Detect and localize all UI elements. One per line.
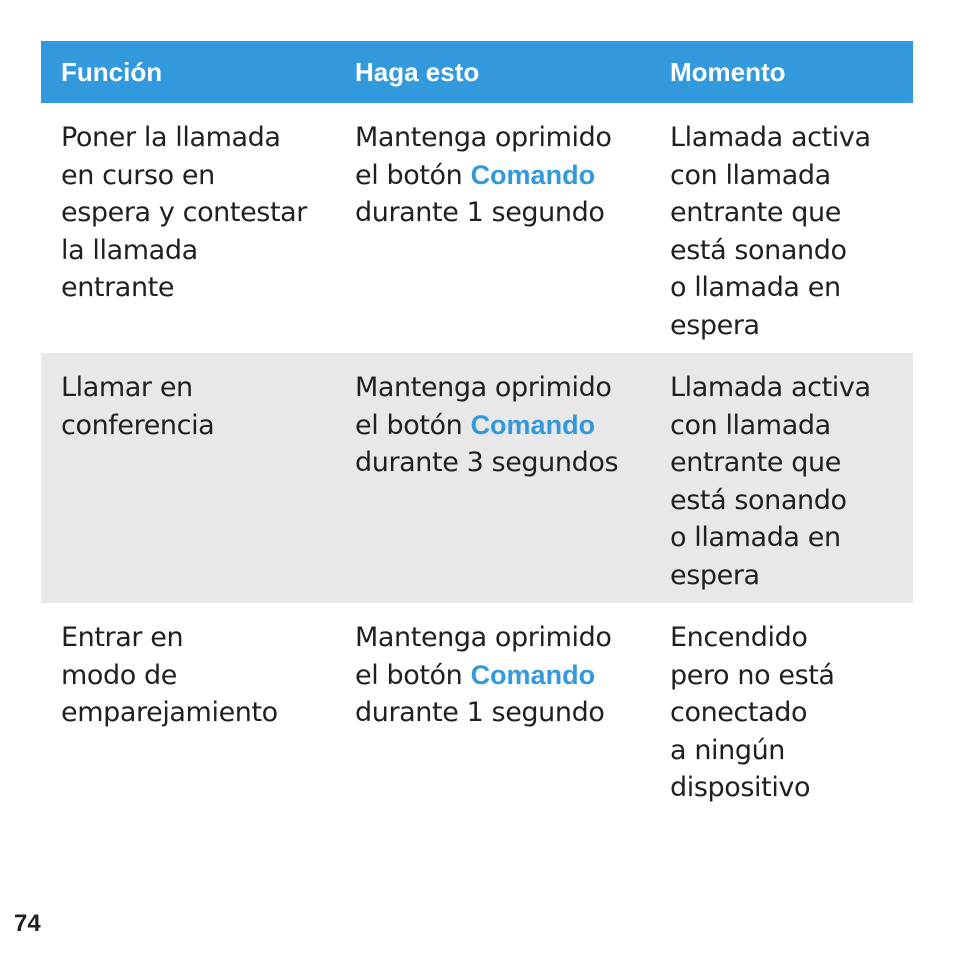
cell-text: Mantenga oprimido	[355, 122, 612, 153]
button-prefix: el botón	[355, 159, 471, 191]
function-table	[41, 41, 913, 823]
cell-text: conferencia	[61, 409, 215, 441]
cell-text: pero no está	[670, 659, 835, 691]
cell-text: durante 1 segundo	[355, 697, 605, 728]
cell-text: Encendido	[670, 622, 808, 653]
cell-text: conectado	[670, 697, 808, 728]
cell-text: con llamada	[670, 409, 831, 441]
page-number: 74	[14, 910, 41, 937]
comando-button-name: Comando	[470, 159, 596, 190]
header-funcion: Función	[61, 57, 163, 87]
cell-momento	[670, 369, 871, 594]
cell-text: espera	[670, 559, 760, 591]
table-row	[41, 603, 913, 823]
cell-text	[355, 657, 611, 695]
cell-text: entrante que	[670, 447, 841, 478]
cell-text: espera	[670, 309, 760, 341]
cell-text: la llamada	[61, 234, 198, 266]
cell-text	[355, 407, 618, 445]
cell-text: está sonando	[670, 484, 847, 516]
cell-text: Llamar en	[61, 372, 193, 403]
cell-text: con llamada	[670, 159, 831, 191]
header-haga-esto: Haga esto	[355, 57, 480, 87]
cell-text: Llamada activa	[670, 372, 871, 403]
cell-text: Llamada activa	[670, 122, 871, 153]
cell-haga-esto	[355, 119, 611, 232]
comando-button-name: Comando	[470, 659, 596, 690]
cell-text: espera y contestar	[61, 197, 307, 228]
cell-funcion	[61, 369, 214, 444]
cell-text: Entrar en	[61, 622, 184, 653]
cell-text: o llamada en	[670, 272, 841, 303]
cell-funcion	[61, 119, 307, 307]
cell-text: en curso en	[61, 159, 215, 191]
cell-momento	[670, 619, 835, 807]
cell-haga-esto	[355, 369, 618, 482]
cell-funcion	[61, 619, 278, 732]
cell-text: emparejamiento	[61, 697, 278, 728]
table-row	[41, 353, 913, 603]
comando-button-name: Comando	[470, 409, 596, 440]
button-prefix: el botón	[355, 659, 471, 691]
cell-text: Poner la llamada	[61, 122, 281, 153]
cell-text: Mantenga oprimido	[355, 372, 612, 403]
cell-haga-esto	[355, 619, 611, 732]
cell-text: Mantenga oprimido	[355, 622, 612, 653]
cell-text: dispositivo	[670, 772, 811, 803]
cell-text: modo de	[61, 659, 178, 691]
cell-momento	[670, 119, 871, 344]
cell-text: está sonando	[670, 234, 847, 266]
cell-text: a ningún	[670, 734, 786, 766]
cell-text: entrante	[61, 272, 175, 303]
cell-text: durante 3 segundos	[355, 447, 619, 478]
button-prefix: el botón	[355, 409, 471, 441]
cell-text	[355, 157, 611, 195]
table-row	[41, 103, 913, 353]
header-momento: Momento	[670, 57, 786, 87]
cell-text: o llamada en	[670, 522, 841, 553]
cell-text: entrante que	[670, 197, 841, 228]
cell-text: durante 1 segundo	[355, 197, 605, 228]
table-header	[41, 41, 913, 103]
